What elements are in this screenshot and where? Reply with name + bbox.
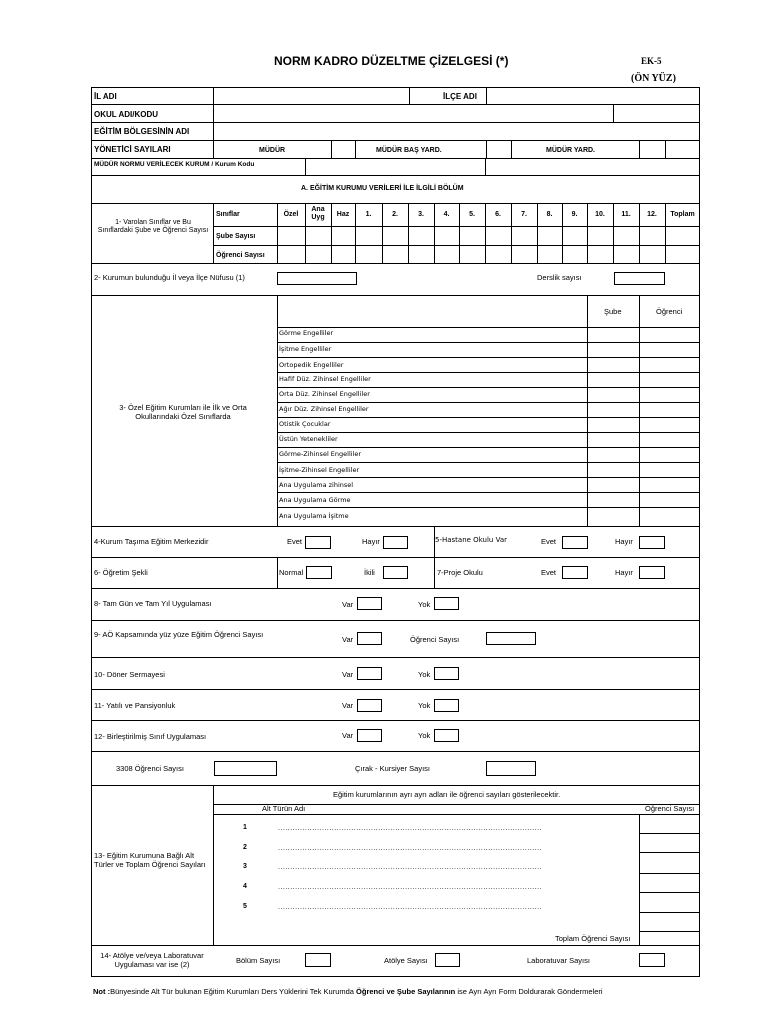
- egitim-bolgesi-label: EĞİTİM BÖLGESİNİN ADI: [94, 127, 190, 136]
- q10-label: 10- Döner Sermayesi: [94, 670, 165, 679]
- row-ogrenci-sayisi: Öğrenci Sayısı: [216, 252, 265, 259]
- footer-note: [93, 988, 603, 996]
- q3-item: Ana Uygulama İşitme: [279, 512, 349, 520]
- atolye-sayisi-input[interactable]: [435, 953, 460, 967]
- q10-var-checkbox[interactable]: [357, 667, 382, 680]
- il-adi-label: İL ADI: [94, 92, 117, 101]
- q5-hayir-label: Hayır: [615, 537, 633, 546]
- q9-ogrenci-sayisi-label: Öğrenci Sayısı: [410, 635, 460, 644]
- col-8: 8.: [546, 211, 553, 218]
- q11-var-label: Var: [342, 701, 354, 710]
- q14-label: 14- Atölye ve/veya Laboratuvar Uygulaması var ise (2): [100, 951, 204, 969]
- col-toplam: Toplam: [670, 211, 695, 218]
- q3-label: 3- Özel Eğitim Kurumları ile İlk ve Orta Okullarındaki Özel Sınıflarda: [119, 403, 247, 421]
- col-11: 11.: [621, 211, 631, 218]
- col-12: 12.: [647, 211, 657, 218]
- q7-evet-label: Evet: [541, 568, 557, 577]
- q10-yok-label: Yok: [418, 670, 431, 679]
- ek-number: EK-5: [641, 56, 662, 66]
- q13-row-dots[interactable]: ............................................................................................................: [278, 845, 543, 852]
- q13-row-dots[interactable]: ............................................................................................................: [278, 904, 543, 911]
- ilce-adi-label: İLÇE ADI: [443, 92, 477, 101]
- q10-var-label: Var: [342, 670, 354, 679]
- col-6: 6.: [495, 211, 501, 218]
- mudur-normu-label: MÜDÜR NORMU VERİLECEK KURUM / Kurum Kodu: [94, 161, 255, 168]
- lab-sayisi-input[interactable]: [639, 953, 665, 967]
- q8-yok-label: Yok: [418, 600, 431, 609]
- q3-item: İşitme-Zihinsel Engelliler: [279, 466, 360, 474]
- q8-var-checkbox[interactable]: [357, 597, 382, 610]
- derslik-input[interactable]: [614, 272, 665, 285]
- q13-row-number: 1: [243, 824, 247, 831]
- q3-item: Ortopedik Engelliler: [279, 361, 344, 369]
- form-title: NORM KADRO DÜZELTME ÇİZELGESİ (*): [274, 54, 509, 68]
- q3-item: Ağır Düz. Zihinsel Engelliler: [279, 405, 369, 413]
- q3-item: Orta Düz. Zihinsel Engelliler: [279, 390, 370, 398]
- q7-label: 7-Proje Okulu: [437, 568, 483, 577]
- col-ozel: Özel: [283, 211, 299, 218]
- q7-hayir-label: Hayır: [615, 568, 633, 577]
- mudur-label: MÜDÜR: [259, 147, 286, 154]
- q2-label: 2- Kurumun bulunduğu İl veya İlçe Nüfusu (1): [94, 273, 245, 282]
- q13-row-number: 3: [243, 863, 247, 870]
- q3-item: Ana Uygulama Görme: [279, 496, 351, 504]
- q8-label: 8- Tam Gün ve Tam Yıl Uygulaması: [94, 599, 212, 608]
- q13-row-number: 4: [243, 883, 247, 890]
- footer-not-label: Not :: [93, 987, 111, 996]
- atolye-sayisi-label: Atölye Sayısı: [384, 956, 428, 965]
- q13-row-dots[interactable]: ............................................................................................................: [278, 884, 543, 891]
- q1-label: 1- Varolan Sınıflar ve Bu Sınıflardaki Şube ve Öğrenci Sayısı: [97, 219, 209, 235]
- footer-text-bold: Öğrenci ve Şube Sayılarının: [356, 987, 456, 996]
- q12-var-checkbox[interactable]: [357, 729, 382, 742]
- row-sube-sayisi: Şube Sayısı: [216, 233, 256, 240]
- q13-note: Eğitim kurumlarının ayrı ayrı adları ile öğrenci sayıları gösterilecektir.: [333, 790, 561, 799]
- q8-var-label: Var: [342, 600, 354, 609]
- section-a-heading: A. EĞİTİM KURUMU VERİLERİ İLE İLGİLİ BÖLÜM: [301, 185, 464, 192]
- q12-var-label: Var: [342, 731, 354, 740]
- col-9: 9.: [571, 211, 578, 218]
- q4-hayir-label: Hayır: [362, 537, 380, 546]
- col-2: 2.: [392, 211, 398, 218]
- q3-item: Ana Uygulama zihinsel: [279, 481, 354, 489]
- col-haz: Haz: [336, 211, 350, 218]
- q12-label: 12- Birleştirilmiş Sınıf Uygulaması: [94, 732, 207, 741]
- cirak-label: Çırak - Kursiyer Sayısı: [355, 764, 431, 773]
- col-ana-uyg: Ana Uyg: [311, 206, 325, 222]
- q7-hayir-checkbox[interactable]: [639, 566, 665, 579]
- q4-label: 4-Kurum Taşıma Eğitim Merkezidir: [94, 537, 209, 546]
- lab-sayisi-label: Laboratuvar Sayısı: [527, 956, 590, 965]
- q10-yok-checkbox[interactable]: [434, 667, 459, 680]
- col-1: 1.: [365, 211, 372, 218]
- col-5: 5.: [469, 211, 475, 218]
- q3-item: Görme-Zihinsel Engelliler: [279, 450, 362, 458]
- q6-normal-label: Normal: [279, 568, 304, 577]
- q3-ogrenci-header: Öğrenci: [656, 307, 683, 316]
- q13-ogrenci-header: Öğrenci Sayısı: [645, 804, 695, 813]
- q3-sube-header: Şube: [604, 307, 622, 316]
- nufus-input[interactable]: [277, 272, 357, 285]
- q3308-label: 3308 Öğrenci Sayısı: [116, 764, 184, 773]
- okul-adi-label: OKUL ADI/KODU: [94, 110, 158, 119]
- q13-row-number: 2: [243, 844, 247, 851]
- q11-label: 11- Yatılı ve Pansiyonluk: [94, 701, 176, 710]
- cirak-input[interactable]: [486, 761, 536, 776]
- q5-label: 5-Hastane Okulu Var: [435, 536, 507, 544]
- q3-item: Üstün Yetenekliler: [279, 435, 338, 443]
- q13-label: 13- Eğitim Kurumuna Bağlı Alt Türler ve Toplam Öğrenci Sayıları: [94, 851, 206, 869]
- bolum-sayisi-input[interactable]: [305, 953, 331, 967]
- q13-toplam-label: Toplam Öğrenci Sayısı: [555, 934, 631, 943]
- derslik-label: Derslik sayısı: [537, 273, 582, 282]
- footer-text-1: Bünyesinde Alt Tür bulunan Eğitim Kurumları Ders Yüklerini Tek Kurumda: [110, 987, 357, 996]
- q6-ikili-checkbox[interactable]: [383, 566, 408, 579]
- q3308-input[interactable]: [214, 761, 277, 776]
- q12-yok-label: Yok: [418, 731, 431, 740]
- q11-yok-checkbox[interactable]: [434, 699, 459, 712]
- q4-evet-label: Evet: [287, 537, 303, 546]
- q11-var-checkbox[interactable]: [357, 699, 382, 712]
- col-3: 3.: [418, 211, 424, 218]
- q6-normal-checkbox[interactable]: [306, 566, 332, 579]
- q7-evet-checkbox[interactable]: [562, 566, 588, 579]
- q3-item: Görme Engelliler: [279, 329, 334, 337]
- q9-label: 9- AÖ Kapsamında yüz yüze Eğitim Öğrenci Sayısı: [94, 630, 264, 639]
- q13-row-number: 5: [243, 903, 247, 910]
- q3-item: Otistik Çocuklar: [279, 420, 331, 428]
- mudur-bas-yard-label: MÜDÜR BAŞ YARD.: [376, 147, 442, 154]
- col-siniflar: Sınıflar: [216, 211, 240, 218]
- q8-yok-checkbox[interactable]: [434, 597, 459, 610]
- q4-evet-checkbox[interactable]: [305, 536, 331, 549]
- q5-hayir-checkbox[interactable]: [639, 536, 665, 549]
- q9-var-checkbox[interactable]: [357, 632, 382, 645]
- yonetici-sayilari-label: YÖNETİCİ SAYILARI: [94, 145, 171, 154]
- q13-row-dots[interactable]: ............................................................................................................: [278, 864, 543, 871]
- q3-item: İşitme Engelliler: [279, 345, 332, 353]
- q6-label: 6- Öğretim Şekli: [94, 568, 148, 577]
- q5-evet-checkbox[interactable]: [562, 536, 588, 549]
- on-yuz-label: (ÖN YÜZ): [631, 73, 676, 84]
- q3-item: Hafif Düz. Zihinsel Engelliler: [279, 375, 371, 383]
- col-7: 7.: [521, 211, 527, 218]
- bolum-sayisi-label: Bölüm Sayısı: [236, 956, 281, 965]
- q9-var-label: Var: [342, 635, 354, 644]
- q12-yok-checkbox[interactable]: [434, 729, 459, 742]
- mudur-yard-label: MÜDÜR YARD.: [546, 147, 596, 154]
- q13-row-dots[interactable]: ............................................................................................................: [278, 825, 543, 832]
- q5-evet-label: Evet: [541, 537, 557, 546]
- q4-hayir-checkbox[interactable]: [383, 536, 408, 549]
- q13-alt-tur-header: Alt Türün Adı: [262, 804, 306, 813]
- q9-ogrenci-sayisi-input[interactable]: [486, 632, 536, 645]
- q6-ikili-label: İkili: [364, 568, 375, 577]
- col-10: 10.: [595, 211, 605, 218]
- q11-yok-label: Yok: [418, 701, 431, 710]
- col-4: 4.: [443, 211, 450, 218]
- footer-text-2: ise Ayrı Ayrı Form Doldurarak Göndermeleri: [455, 987, 603, 996]
